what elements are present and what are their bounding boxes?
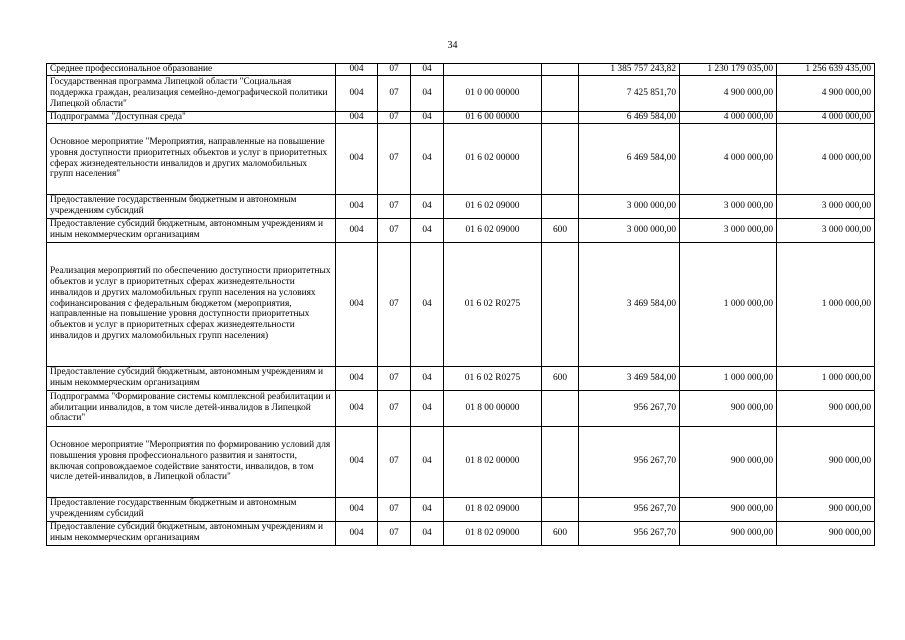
expense-type [542, 497, 579, 521]
table-row [47, 194, 875, 218]
amount-year-3: 900 000,00 [777, 521, 875, 545]
ministry-code: 004 [336, 123, 378, 194]
amount-year-2: 4 000 000,00 [680, 111, 777, 123]
section-code: 07 [378, 75, 411, 111]
target-article: 01 8 02 09000 [444, 521, 542, 545]
amount-year-2: 900 000,00 [680, 497, 777, 521]
amount-year-1: 956 267,70 [579, 426, 680, 497]
subsection-code: 04 [411, 218, 444, 242]
subsection-code: 04 [411, 242, 444, 366]
amount-year-3: 4 000 000,00 [777, 111, 875, 123]
amount-year-3: 4 900 000,00 [777, 75, 875, 111]
table-body [47, 64, 875, 546]
row-name: Основное мероприятие "Мероприятия, направленные на повышение уровня доступности приоритетных объектов и услуг в приоритетных сферах жизнедеятельности инвалидов и других маломобильных групп населения" [47, 123, 336, 194]
row-name: Предоставление субсидий бюджетным, автономным учреждениям и иным некоммерческим организациям [47, 218, 336, 242]
expense-type: 600 [542, 218, 579, 242]
ministry-code: 004 [336, 75, 378, 111]
table-row [47, 366, 875, 390]
target-article: 01 6 02 00000 [444, 123, 542, 194]
amount-year-1: 1 385 757 243,82 [579, 64, 680, 76]
table-row [47, 497, 875, 521]
row-name: Предоставление субсидий бюджетным, автономным учреждениям и иным некоммерческим организациям [47, 366, 336, 390]
section-code: 07 [378, 123, 411, 194]
row-name: Подпрограмма "Формирование системы комплексной реабилитации и абилитации инвалидов, в том числе детей-инвалидов в Липецкой области" [47, 390, 336, 426]
expense-type [542, 111, 579, 123]
ministry-code: 004 [336, 426, 378, 497]
target-article: 01 0 00 00000 [444, 75, 542, 111]
table-row [47, 390, 875, 426]
page-number: 34 [447, 40, 458, 51]
amount-year-3: 900 000,00 [777, 497, 875, 521]
amount-year-2: 900 000,00 [680, 390, 777, 426]
subsection-code: 04 [411, 521, 444, 545]
section-code: 07 [378, 497, 411, 521]
amount-year-2: 900 000,00 [680, 426, 777, 497]
subsection-code: 04 [411, 123, 444, 194]
expense-type: 600 [542, 366, 579, 390]
row-name: Предоставление государственным бюджетным и автономным учреждениям субсидий [47, 194, 336, 218]
subsection-code: 04 [411, 64, 444, 76]
expense-type [542, 123, 579, 194]
amount-year-1: 956 267,70 [579, 521, 680, 545]
amount-year-1: 6 469 584,00 [579, 123, 680, 194]
section-code: 07 [378, 521, 411, 545]
subsection-code: 04 [411, 75, 444, 111]
section-code: 07 [378, 64, 411, 76]
subsection-code: 04 [411, 111, 444, 123]
target-article: 01 8 02 09000 [444, 497, 542, 521]
amount-year-3: 3 000 000,00 [777, 218, 875, 242]
row-name: Предоставление государственным бюджетным и автономным учреждениям субсидий [47, 497, 336, 521]
expense-type [542, 64, 579, 76]
amount-year-2: 3 000 000,00 [680, 194, 777, 218]
subsection-code: 04 [411, 497, 444, 521]
section-code: 07 [378, 111, 411, 123]
amount-year-3: 3 000 000,00 [777, 194, 875, 218]
amount-year-1: 7 425 851,70 [579, 75, 680, 111]
table-row [47, 242, 875, 366]
section-code: 07 [378, 390, 411, 426]
ministry-code: 004 [336, 390, 378, 426]
row-name: Предоставление субсидий бюджетным, автономным учреждениям и иным некоммерческим организациям [47, 521, 336, 545]
amount-year-1: 956 267,70 [579, 390, 680, 426]
amount-year-1: 6 469 584,00 [579, 111, 680, 123]
ministry-code: 004 [336, 64, 378, 76]
ministry-code: 004 [336, 218, 378, 242]
target-article: 01 6 00 00000 [444, 111, 542, 123]
table-row [47, 111, 875, 123]
row-name: Среднее профессиональное образование [47, 64, 336, 76]
ministry-code: 004 [336, 194, 378, 218]
ministry-code: 004 [336, 242, 378, 366]
expense-type [542, 194, 579, 218]
section-code: 07 [378, 194, 411, 218]
table-row [47, 218, 875, 242]
subsection-code: 04 [411, 366, 444, 390]
amount-year-2: 3 000 000,00 [680, 218, 777, 242]
ministry-code: 004 [336, 521, 378, 545]
amount-year-2: 4 900 000,00 [680, 75, 777, 111]
amount-year-2: 1 000 000,00 [680, 242, 777, 366]
subsection-code: 04 [411, 194, 444, 218]
row-name: Основное мероприятие "Мероприятия по формированию условий для повышения уровня профессионального развития и занятости, включая сопровождаемое содействие занятости, инвалидов, в том числе детей-инвалидов, в Липецкой области" [47, 426, 336, 497]
table-row [47, 75, 875, 111]
amount-year-2: 1 230 179 035,00 [680, 64, 777, 76]
amount-year-3: 1 000 000,00 [777, 366, 875, 390]
row-name: Подпрограмма "Доступная среда" [47, 111, 336, 123]
subsection-code: 04 [411, 390, 444, 426]
target-article [444, 64, 542, 76]
amount-year-2: 4 000 000,00 [680, 123, 777, 194]
expense-type: 600 [542, 521, 579, 545]
section-code: 07 [378, 218, 411, 242]
amount-year-1: 3 000 000,00 [579, 218, 680, 242]
row-name: Реализация мероприятий по обеспечению доступности приоритетных объектов и услуг в приоритетных сферах жизнедеятельности инвалидов и других маломобильных групп населения на условиях софинансирования с федеральным бюджетом (мероприятия, направленные на повышение уровня доступности приоритетных объектов и услуг в приоритетных сферах жизнедеятельности инвалидов и других маломобильных групп населения) [47, 242, 336, 366]
expense-type [542, 242, 579, 366]
expense-type [542, 75, 579, 111]
target-article: 01 6 02 09000 [444, 194, 542, 218]
expense-type [542, 390, 579, 426]
target-article: 01 6 02 09000 [444, 218, 542, 242]
amount-year-3: 900 000,00 [777, 426, 875, 497]
target-article: 01 6 02 R0275 [444, 242, 542, 366]
subsection-code: 04 [411, 426, 444, 497]
budget-table [46, 63, 875, 546]
table-row [47, 426, 875, 497]
amount-year-2: 900 000,00 [680, 521, 777, 545]
table-row [47, 123, 875, 194]
amount-year-3: 1 000 000,00 [777, 242, 875, 366]
target-article: 01 8 00 00000 [444, 390, 542, 426]
amount-year-3: 1 256 639 435,00 [777, 64, 875, 76]
amount-year-1: 956 267,70 [579, 497, 680, 521]
amount-year-1: 3 469 584,00 [579, 366, 680, 390]
amount-year-1: 3 469 584,00 [579, 242, 680, 366]
section-code: 07 [378, 242, 411, 366]
amount-year-1: 3 000 000,00 [579, 194, 680, 218]
amount-year-2: 1 000 000,00 [680, 366, 777, 390]
table-row [47, 521, 875, 545]
amount-year-3: 900 000,00 [777, 390, 875, 426]
ministry-code: 004 [336, 497, 378, 521]
section-code: 07 [378, 366, 411, 390]
amount-year-3: 4 000 000,00 [777, 123, 875, 194]
target-article: 01 6 02 R0275 [444, 366, 542, 390]
ministry-code: 004 [336, 366, 378, 390]
section-code: 07 [378, 426, 411, 497]
ministry-code: 004 [336, 111, 378, 123]
expense-type [542, 426, 579, 497]
table-row [47, 64, 875, 76]
row-name: Государственная программа Липецкой области "Социальная поддержка граждан, реализация семейно-демографической политики Липецкой области" [47, 75, 336, 111]
target-article: 01 8 02 00000 [444, 426, 542, 497]
